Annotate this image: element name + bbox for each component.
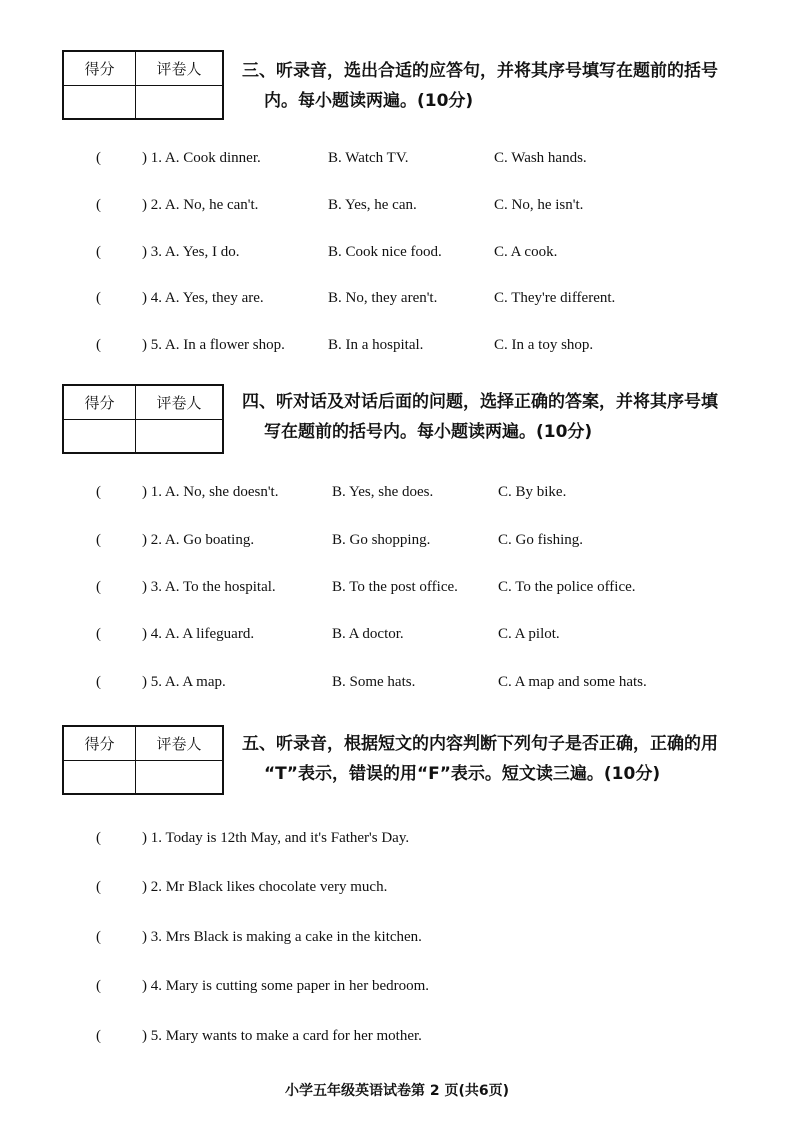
page-footer: 小学五年级英语试卷第 2 页(共6页) <box>284 1083 510 1099</box>
option-c: C. A pilot. <box>498 626 560 642</box>
option-b: B. In a hospital. <box>328 337 424 353</box>
option-a: ) 2. A. No, he can't. <box>142 197 259 213</box>
option-c: C. Wash hands. <box>494 150 587 166</box>
option-c: C. To the police office. <box>498 579 636 595</box>
section-4-title-line2: 写在题前的括号内。每小题读两遍。(10分) <box>264 422 593 442</box>
question-5-5 <box>96 1025 656 1047</box>
option-c: C. A cook. <box>494 244 558 260</box>
option-b: B. Cook nice food. <box>328 244 442 260</box>
option-a: ) 4. A. Yes, they are. <box>142 290 264 306</box>
option-c: C. By bike. <box>498 484 567 500</box>
grader-label: 评卷人 <box>136 52 222 86</box>
option-b: B. Yes, she does. <box>332 484 434 500</box>
question-3-1 <box>96 147 716 169</box>
option-a: ) 5. A. A map. <box>142 674 226 690</box>
question-4-5 <box>96 671 736 693</box>
option-b: B. Go shopping. <box>332 532 431 548</box>
answer-paren[interactable]: ( <box>96 830 101 846</box>
option-a: ) 3. A. To the hospital. <box>142 579 276 595</box>
answer-paren[interactable]: ( <box>96 532 101 548</box>
option-a: ) 5. A. In a flower shop. <box>142 337 285 353</box>
answer-paren[interactable]: ( <box>96 579 101 595</box>
option-c: C. They're different. <box>494 290 616 306</box>
option-b: B. Yes, he can. <box>328 197 417 213</box>
statement: ) 3. Mrs Black is making a cake in the kitchen. <box>142 929 422 945</box>
score-box-section-5 <box>62 725 224 795</box>
section-3-title-line2: 内。每小题读两遍。(10分) <box>264 91 474 111</box>
statement: ) 5. Mary wants to make a card for her mother. <box>142 1028 422 1044</box>
question-4-2 <box>96 529 736 551</box>
answer-paren[interactable]: ( <box>96 290 101 306</box>
option-b: B. Some hats. <box>332 674 416 690</box>
option-a: ) 1. A. No, she doesn't. <box>142 484 279 500</box>
section-4-title <box>242 387 718 447</box>
score-box-section-4 <box>62 384 224 454</box>
question-3-2 <box>96 194 716 216</box>
question-4-3 <box>96 576 736 598</box>
option-c: C. No, he isn't. <box>494 197 584 213</box>
score-label: 得分 <box>64 386 136 420</box>
score-field[interactable] <box>64 420 136 452</box>
grader-field[interactable] <box>136 420 222 452</box>
option-b: B. No, they aren't. <box>328 290 438 306</box>
question-4-4 <box>96 623 736 645</box>
option-b: B. A doctor. <box>332 626 404 642</box>
score-label: 得分 <box>64 52 136 86</box>
grader-field[interactable] <box>136 86 222 118</box>
statement: ) 1. Today is 12th May, and it's Father's Day. <box>142 830 410 846</box>
section-3-title-line1: 三、听录音，选出合适的应答句，并将其序号填写在题前的括号 <box>242 61 718 81</box>
section-3-title <box>242 56 718 116</box>
score-field[interactable] <box>64 761 136 793</box>
answer-paren[interactable]: ( <box>96 929 101 945</box>
option-a: ) 4. A. A lifeguard. <box>142 626 255 642</box>
question-3-3 <box>96 241 716 263</box>
grader-label: 评卷人 <box>136 386 222 420</box>
answer-paren[interactable]: ( <box>96 197 101 213</box>
answer-paren[interactable]: ( <box>96 879 101 895</box>
option-a: ) 3. A. Yes, I do. <box>142 244 240 260</box>
answer-paren[interactable]: ( <box>96 337 101 353</box>
answer-paren[interactable]: ( <box>96 978 101 994</box>
answer-paren[interactable]: ( <box>96 150 101 166</box>
section-4-title-line1: 四、听对话及对话后面的问题，选择正确的答案，并将其序号填 <box>242 392 718 412</box>
question-5-3 <box>96 926 656 948</box>
answer-paren[interactable]: ( <box>96 484 101 500</box>
answer-paren[interactable]: ( <box>96 626 101 642</box>
option-c: C. Go fishing. <box>498 532 584 548</box>
answer-paren[interactable]: ( <box>96 674 101 690</box>
statement: ) 2. Mr Black likes chocolate very much. <box>142 879 388 895</box>
section-5-title-line2: “T”表示，错误的用“F”表示。短文读三遍。(10分) <box>264 764 661 784</box>
option-c: C. A map and some hats. <box>498 674 647 690</box>
option-b: B. To the post office. <box>332 579 458 595</box>
question-5-2 <box>96 876 656 898</box>
option-a: ) 1. A. Cook dinner. <box>142 150 261 166</box>
score-box-section-3 <box>62 50 224 120</box>
option-c: C. In a toy shop. <box>494 337 594 353</box>
question-3-5 <box>96 334 716 356</box>
question-5-4 <box>96 975 656 997</box>
question-5-1 <box>96 827 656 849</box>
question-3-4 <box>96 287 716 309</box>
option-a: ) 2. A. Go boating. <box>142 532 255 548</box>
section-5-title <box>242 729 718 789</box>
answer-paren[interactable]: ( <box>96 1028 101 1044</box>
statement: ) 4. Mary is cutting some paper in her bedroom. <box>142 978 430 994</box>
question-4-1 <box>96 481 736 503</box>
answer-paren[interactable]: ( <box>96 244 101 260</box>
section-5-title-line1: 五、听录音，根据短文的内容判断下列句子是否正确，正确的用 <box>242 734 718 754</box>
grader-label: 评卷人 <box>136 727 222 761</box>
score-label: 得分 <box>64 727 136 761</box>
score-field[interactable] <box>64 86 136 118</box>
grader-field[interactable] <box>136 761 222 793</box>
option-b: B. Watch TV. <box>328 150 409 166</box>
